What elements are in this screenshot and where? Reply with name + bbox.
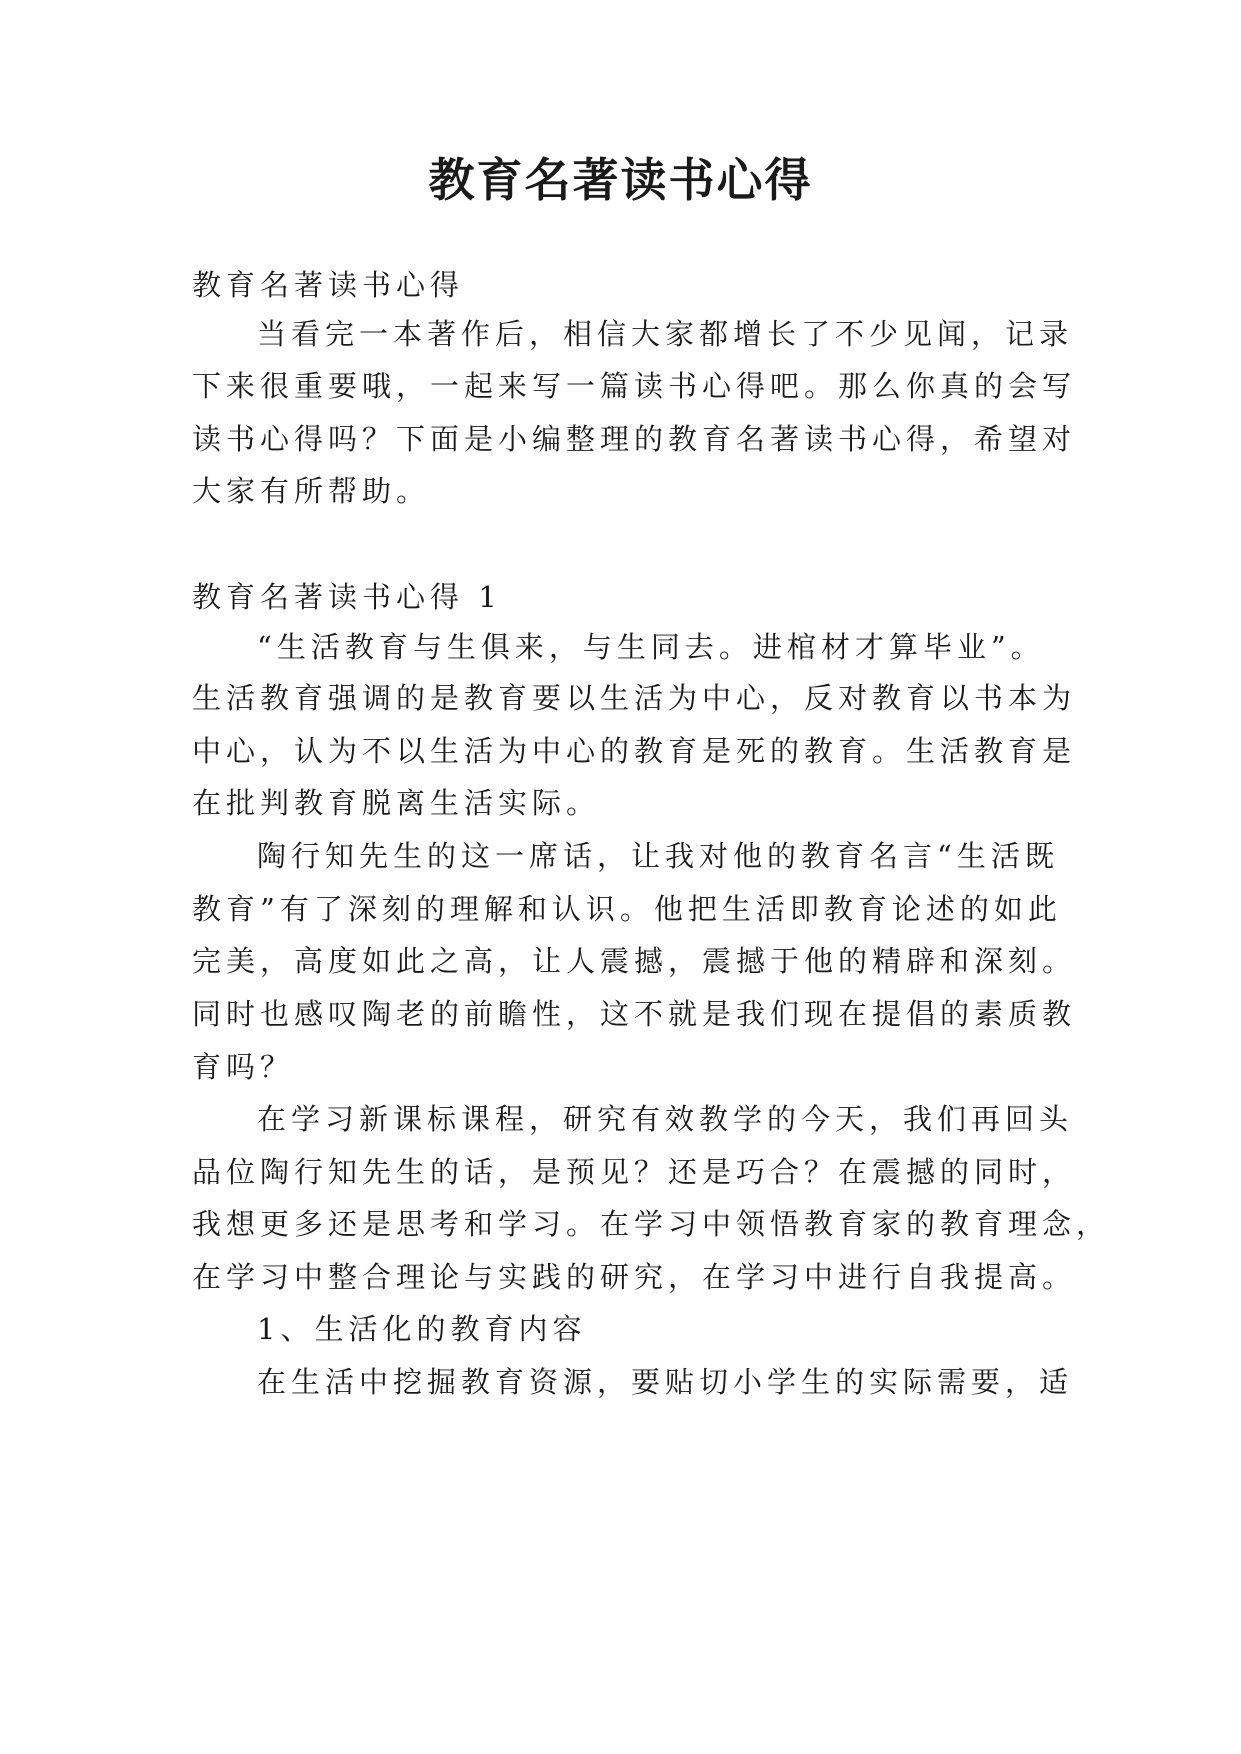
paragraph-line: 育吗？: [192, 1050, 295, 1084]
paragraph-line: 品位陶行知先生的话，是预见？还是巧合？在震撼的同时，: [192, 1155, 1077, 1189]
section-heading: 教育名著读书心得 1: [192, 580, 502, 614]
paragraph-line: 在批判教育脱离生活实际。: [192, 786, 601, 820]
paragraph-line: 在学习新课标课程，研究有效教学的今天，我们再回头: [257, 1102, 1074, 1136]
paragraph-line: 完美，高度如此之高，让人震撼，震撼于他的精辟和深刻。: [192, 944, 1077, 978]
paragraph-line: 陶行知先生的这一席话，让我对他的教育名言“生活既: [257, 839, 1059, 873]
paragraph-line: 教育”有了深刻的理解和认识。他把生活即教育论述的如此: [192, 892, 1062, 926]
intro-line: 读书心得吗？下面是小编整理的教育名著读书心得，希望对: [192, 422, 1077, 456]
list-item: 1、生活化的教育内容: [257, 1312, 587, 1346]
paragraph-line: 我想更多还是思考和学习。在学习中领悟教育家的教育理念，: [192, 1207, 1111, 1241]
document-title: 教育名著读书心得: [428, 153, 813, 207]
paragraph-line: 在生活中挖掘教育资源，要贴切小学生的实际需要，适: [257, 1365, 1074, 1399]
intro-line: 当看完一本著作后，相信大家都增长了不少见闻，记录: [257, 317, 1074, 351]
paragraph-line: 生活教育强调的是教育要以生活为中心，反对教育以书本为: [192, 681, 1077, 715]
document-subtitle: 教育名著读书心得: [192, 268, 465, 302]
paragraph-line: 中心，认为不以生活为中心的教育是死的教育。生活教育是: [192, 734, 1077, 768]
intro-line: 下来很重要哦，一起来写一篇读书心得吧。那么你真的会写: [192, 369, 1077, 403]
paragraph-line: “生活教育与生俱来，与生同去。进棺材才算毕业”。: [257, 630, 1045, 664]
intro-line: 大家有所帮助。: [192, 474, 431, 508]
paragraph-line: 同时也感叹陶老的前瞻性，这不就是我们现在提倡的素质教: [192, 997, 1077, 1031]
paragraph-line: 在学习中整合理论与实践的研究，在学习中进行自我提高。: [192, 1260, 1077, 1294]
